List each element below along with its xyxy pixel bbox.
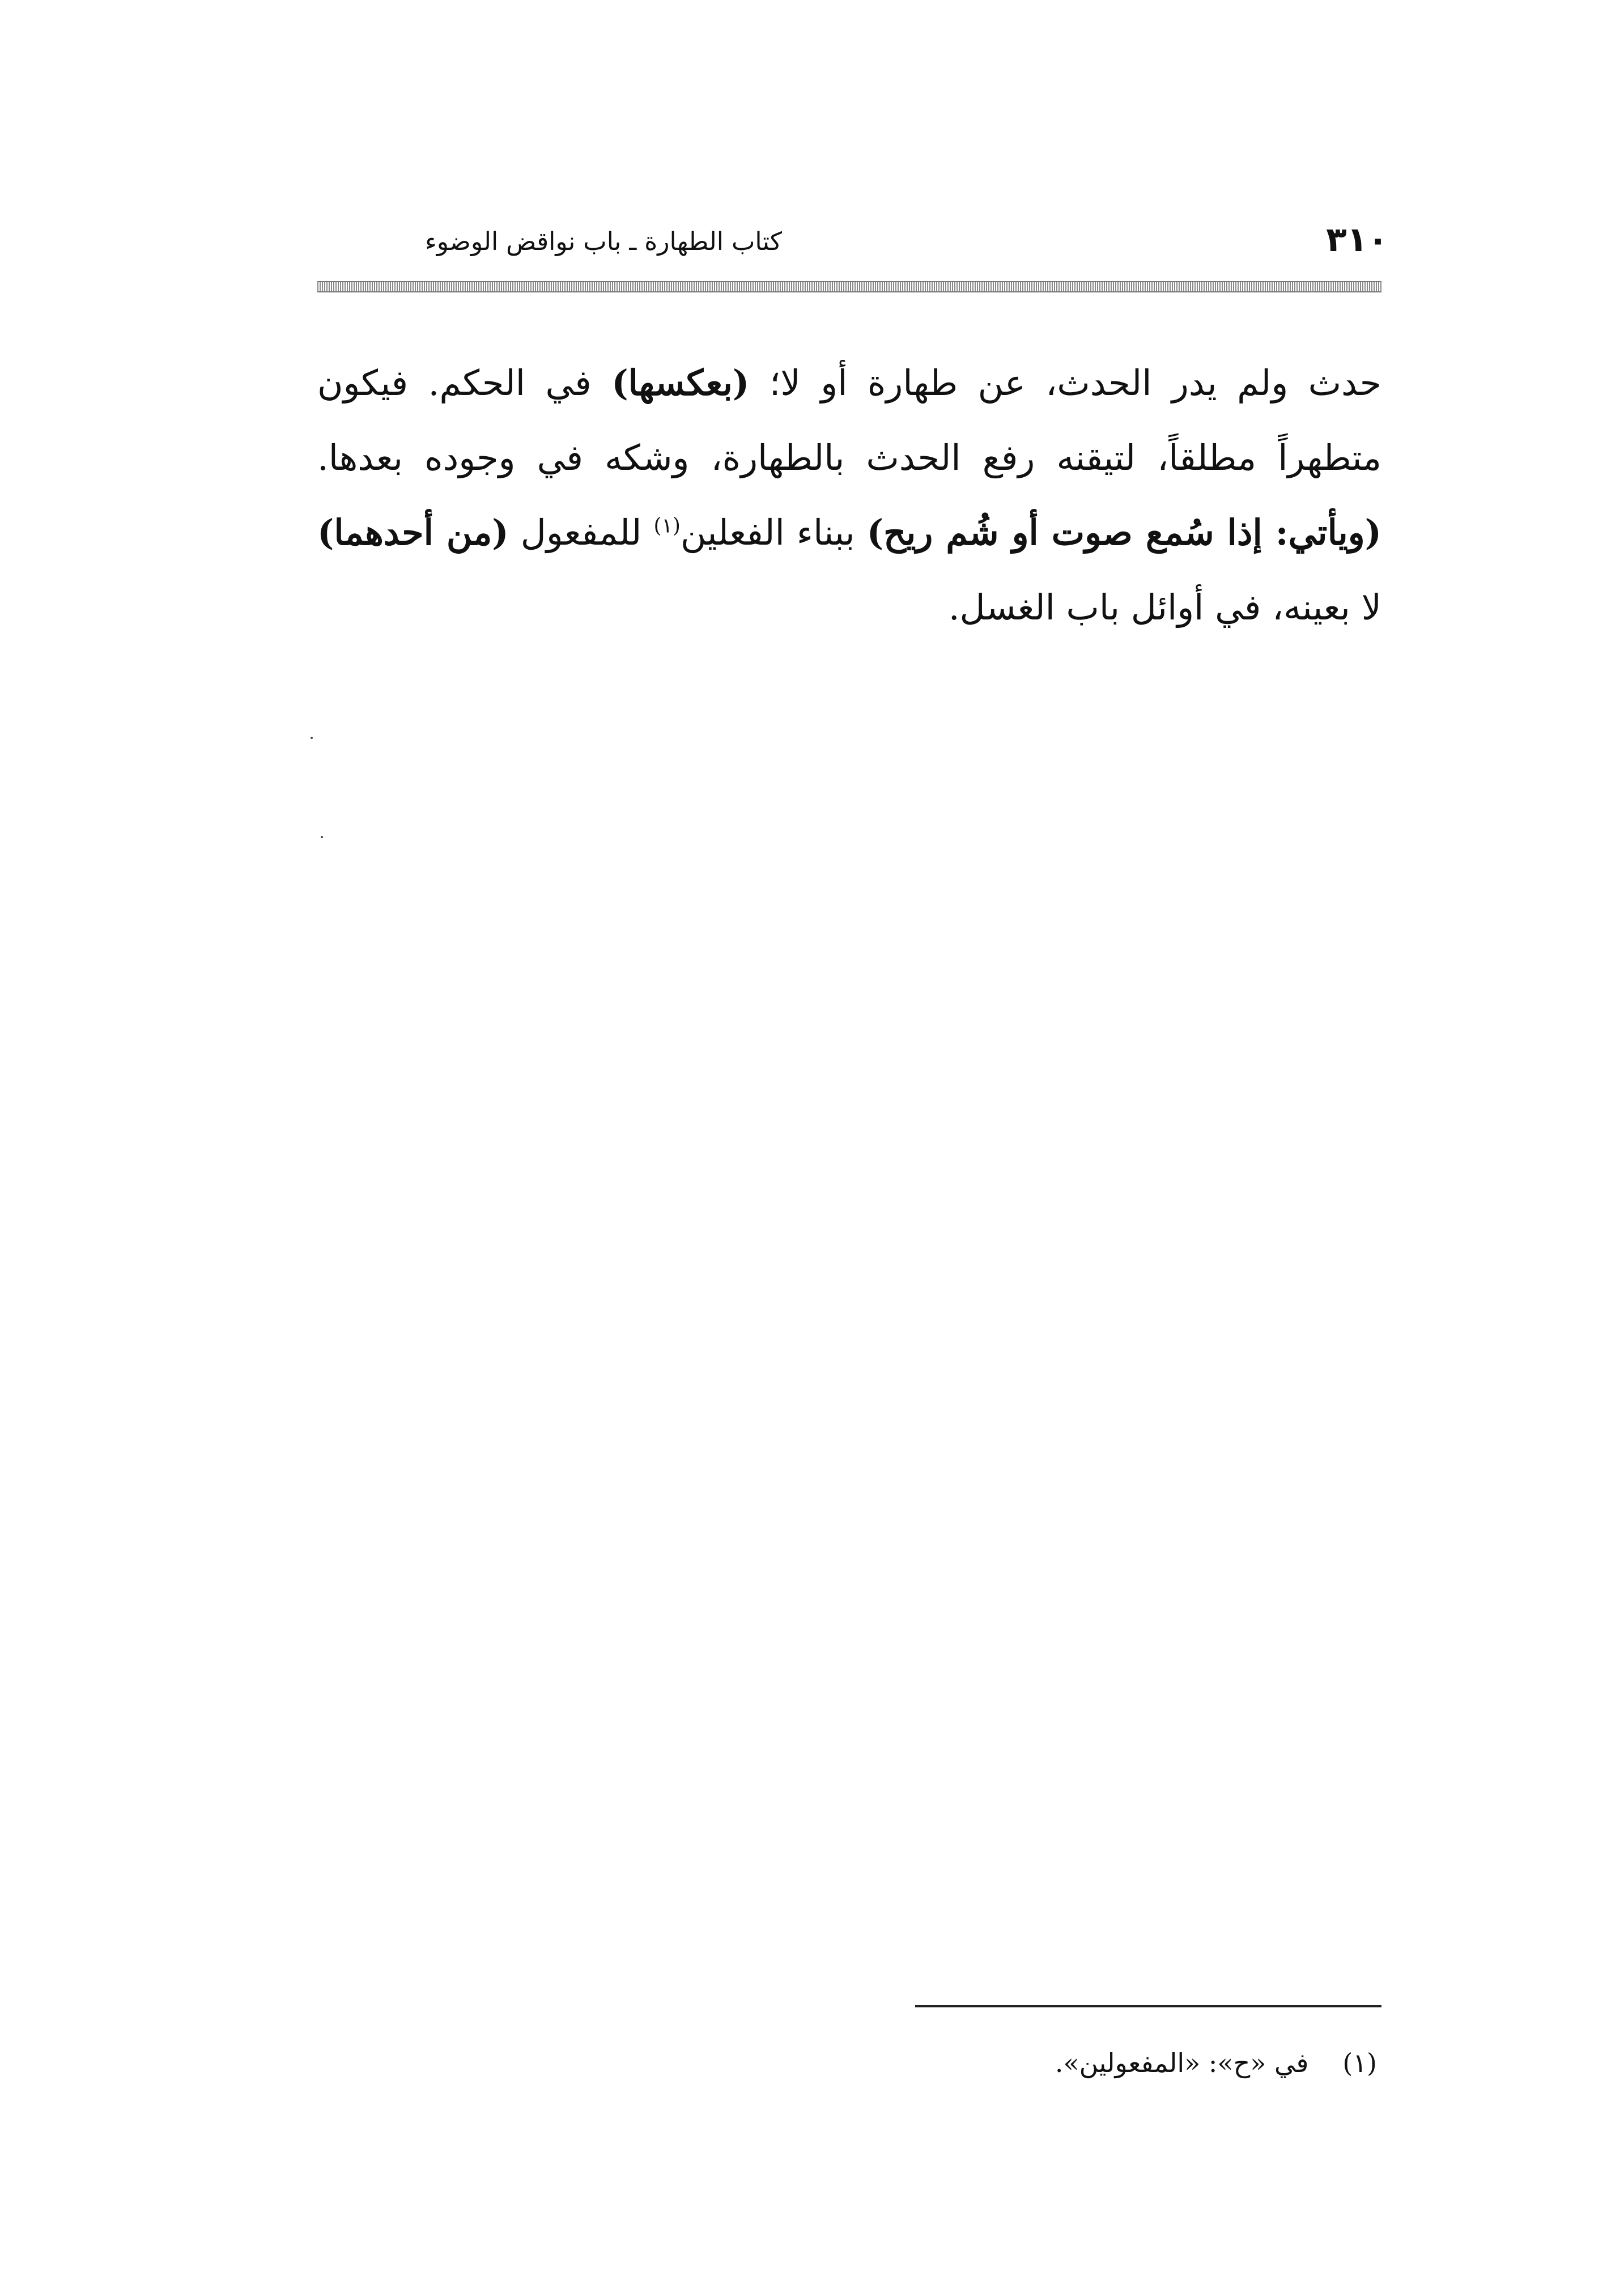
footnote <box>793 2040 1377 2086</box>
text-segment: حدث ولم يدر الحدث، عن طهارة أو لا؛ <box>749 362 1381 404</box>
footnote-number: (١) <box>1342 2048 1377 2078</box>
text-segment: للمفعول <box>508 512 654 553</box>
bold-term: (ويأتي: إذا سُمع صوت أو شُم ريح) <box>866 512 1381 553</box>
text-segment: في الحكم. فيكون متطهراً مطلقاً، لتيقنه رفع الحدث بالطهارة، وشكه في وجوده بعدها. <box>317 362 1381 478</box>
bold-term: (من أحدهما) <box>317 512 509 553</box>
scan-speck <box>321 836 323 838</box>
footnote-divider <box>915 2005 1381 2007</box>
footnote-text: في «ح»: «المفعولين». <box>1055 2048 1309 2078</box>
running-header-title: كتاب الطهارة ـ باب نواقض الوضوء <box>425 227 782 256</box>
text-segment: ببناء الفعلين <box>680 512 867 553</box>
header-divider <box>317 281 1381 292</box>
text-segment: لا بعينه، في أوائل باب الغسل. <box>948 587 1381 628</box>
page-number: ٣١٠ <box>1326 220 1388 260</box>
footnote-marker[interactable]: (١) <box>653 514 681 538</box>
bold-term: (بعكسها) <box>611 362 750 404</box>
scan-speck <box>311 737 313 739</box>
main-paragraph <box>317 346 1381 645</box>
